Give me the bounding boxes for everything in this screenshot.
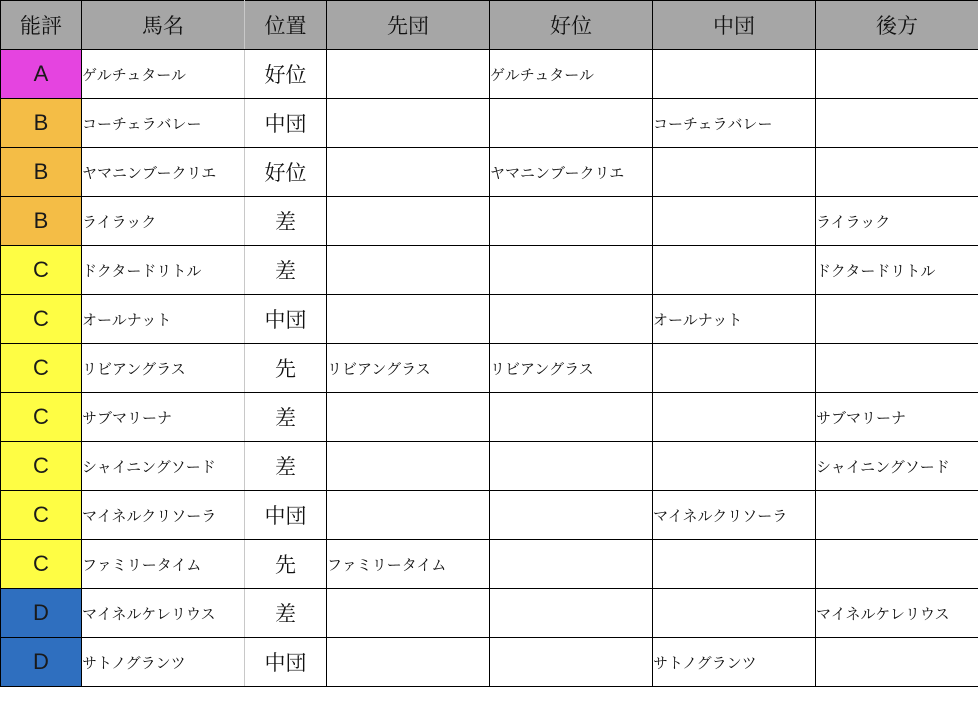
mid-group-cell [653,393,816,442]
position-cell: 好位 [245,148,327,197]
position-cell: 先 [245,540,327,589]
position-cell: 差 [245,442,327,491]
rear-cell [816,148,978,197]
front-group-cell [327,393,490,442]
horse-name-cell: リビアングラス [82,344,245,393]
rating-cell: C [1,491,82,540]
horse-name-cell: ファミリータイム [82,540,245,589]
header-position: 位置 [245,1,327,50]
horse-name-cell: サトノグランツ [82,638,245,687]
mid-group-cell [653,148,816,197]
front-group-cell [327,589,490,638]
position-cell: 中団 [245,99,327,148]
rear-cell [816,295,978,344]
table-body [1,50,978,687]
rating-cell: B [1,99,82,148]
good-position-cell: ヤマニンブークリエ [490,148,653,197]
horse-name-cell: シャイニングソード [82,442,245,491]
front-group-cell [327,99,490,148]
rating-cell: C [1,393,82,442]
table-row [1,295,978,344]
horse-name-cell: サブマリーナ [82,393,245,442]
position-cell: 差 [245,246,327,295]
good-position-cell [490,393,653,442]
rear-cell: シャイニングソード [816,442,978,491]
position-cell: 好位 [245,50,327,99]
mid-group-cell: サトノグランツ [653,638,816,687]
horse-name-cell: ライラック [82,197,245,246]
front-group-cell [327,197,490,246]
front-group-cell [327,246,490,295]
rating-cell: B [1,197,82,246]
table-row [1,344,978,393]
good-position-cell [490,638,653,687]
table-row [1,589,978,638]
header-good-position: 好位 [490,1,653,50]
mid-group-cell [653,442,816,491]
table-row [1,540,978,589]
rear-cell [816,638,978,687]
mid-group-cell [653,344,816,393]
horse-name-cell: ドクタードリトル [82,246,245,295]
mid-group-cell [653,540,816,589]
table-row [1,148,978,197]
table-row [1,491,978,540]
front-group-cell [327,638,490,687]
front-group-cell: リビアングラス [327,344,490,393]
horse-name-cell: ヤマニンブークリエ [82,148,245,197]
header-horse-name: 馬名 [82,1,245,50]
front-group-cell [327,442,490,491]
horse-name-cell: オールナット [82,295,245,344]
front-group-cell [327,295,490,344]
rear-cell [816,50,978,99]
table-row [1,246,978,295]
header-row [1,1,978,50]
rear-cell: ライラック [816,197,978,246]
rating-cell: C [1,442,82,491]
mid-group-cell: コーチェラバレー [653,99,816,148]
rear-cell [816,344,978,393]
horse-name-cell: マイネルケレリウス [82,589,245,638]
table-row [1,442,978,491]
position-cell: 差 [245,393,327,442]
rear-cell [816,491,978,540]
table-row [1,197,978,246]
rating-cell: B [1,148,82,197]
rating-cell: C [1,540,82,589]
good-position-cell [490,197,653,246]
rating-cell: C [1,246,82,295]
mid-group-cell [653,50,816,99]
front-group-cell: ファミリータイム [327,540,490,589]
table-row [1,393,978,442]
rating-cell: D [1,638,82,687]
table-row [1,50,978,99]
good-position-cell [490,99,653,148]
table-row [1,638,978,687]
position-cell: 中団 [245,638,327,687]
rear-cell: サブマリーナ [816,393,978,442]
good-position-cell [490,491,653,540]
horse-name-cell: コーチェラバレー [82,99,245,148]
rating-cell: D [1,589,82,638]
header-rating: 能評 [1,1,82,50]
table-row [1,99,978,148]
front-group-cell [327,491,490,540]
good-position-cell: リビアングラス [490,344,653,393]
position-cell: 差 [245,197,327,246]
good-position-cell [490,589,653,638]
rating-cell: C [1,295,82,344]
mid-group-cell: マイネルクリソーラ [653,491,816,540]
mid-group-cell [653,197,816,246]
header-rear: 後方 [816,1,978,50]
position-cell: 中団 [245,295,327,344]
front-group-cell [327,148,490,197]
rating-cell: A [1,50,82,99]
rear-cell [816,540,978,589]
rating-cell: C [1,344,82,393]
header-mid-group: 中団 [653,1,816,50]
mid-group-cell: オールナット [653,295,816,344]
good-position-cell [490,295,653,344]
header-front-group: 先団 [327,1,490,50]
good-position-cell [490,246,653,295]
good-position-cell: ゲルチュタール [490,50,653,99]
position-cell: 先 [245,344,327,393]
front-group-cell [327,50,490,99]
rear-cell [816,99,978,148]
horse-name-cell: ゲルチュタール [82,50,245,99]
position-cell: 中団 [245,491,327,540]
position-cell: 差 [245,589,327,638]
rear-cell: マイネルケレリウス [816,589,978,638]
mid-group-cell [653,589,816,638]
good-position-cell [490,540,653,589]
good-position-cell [490,442,653,491]
horse-name-cell: マイネルクリソーラ [82,491,245,540]
rear-cell: ドクタードリトル [816,246,978,295]
mid-group-cell [653,246,816,295]
